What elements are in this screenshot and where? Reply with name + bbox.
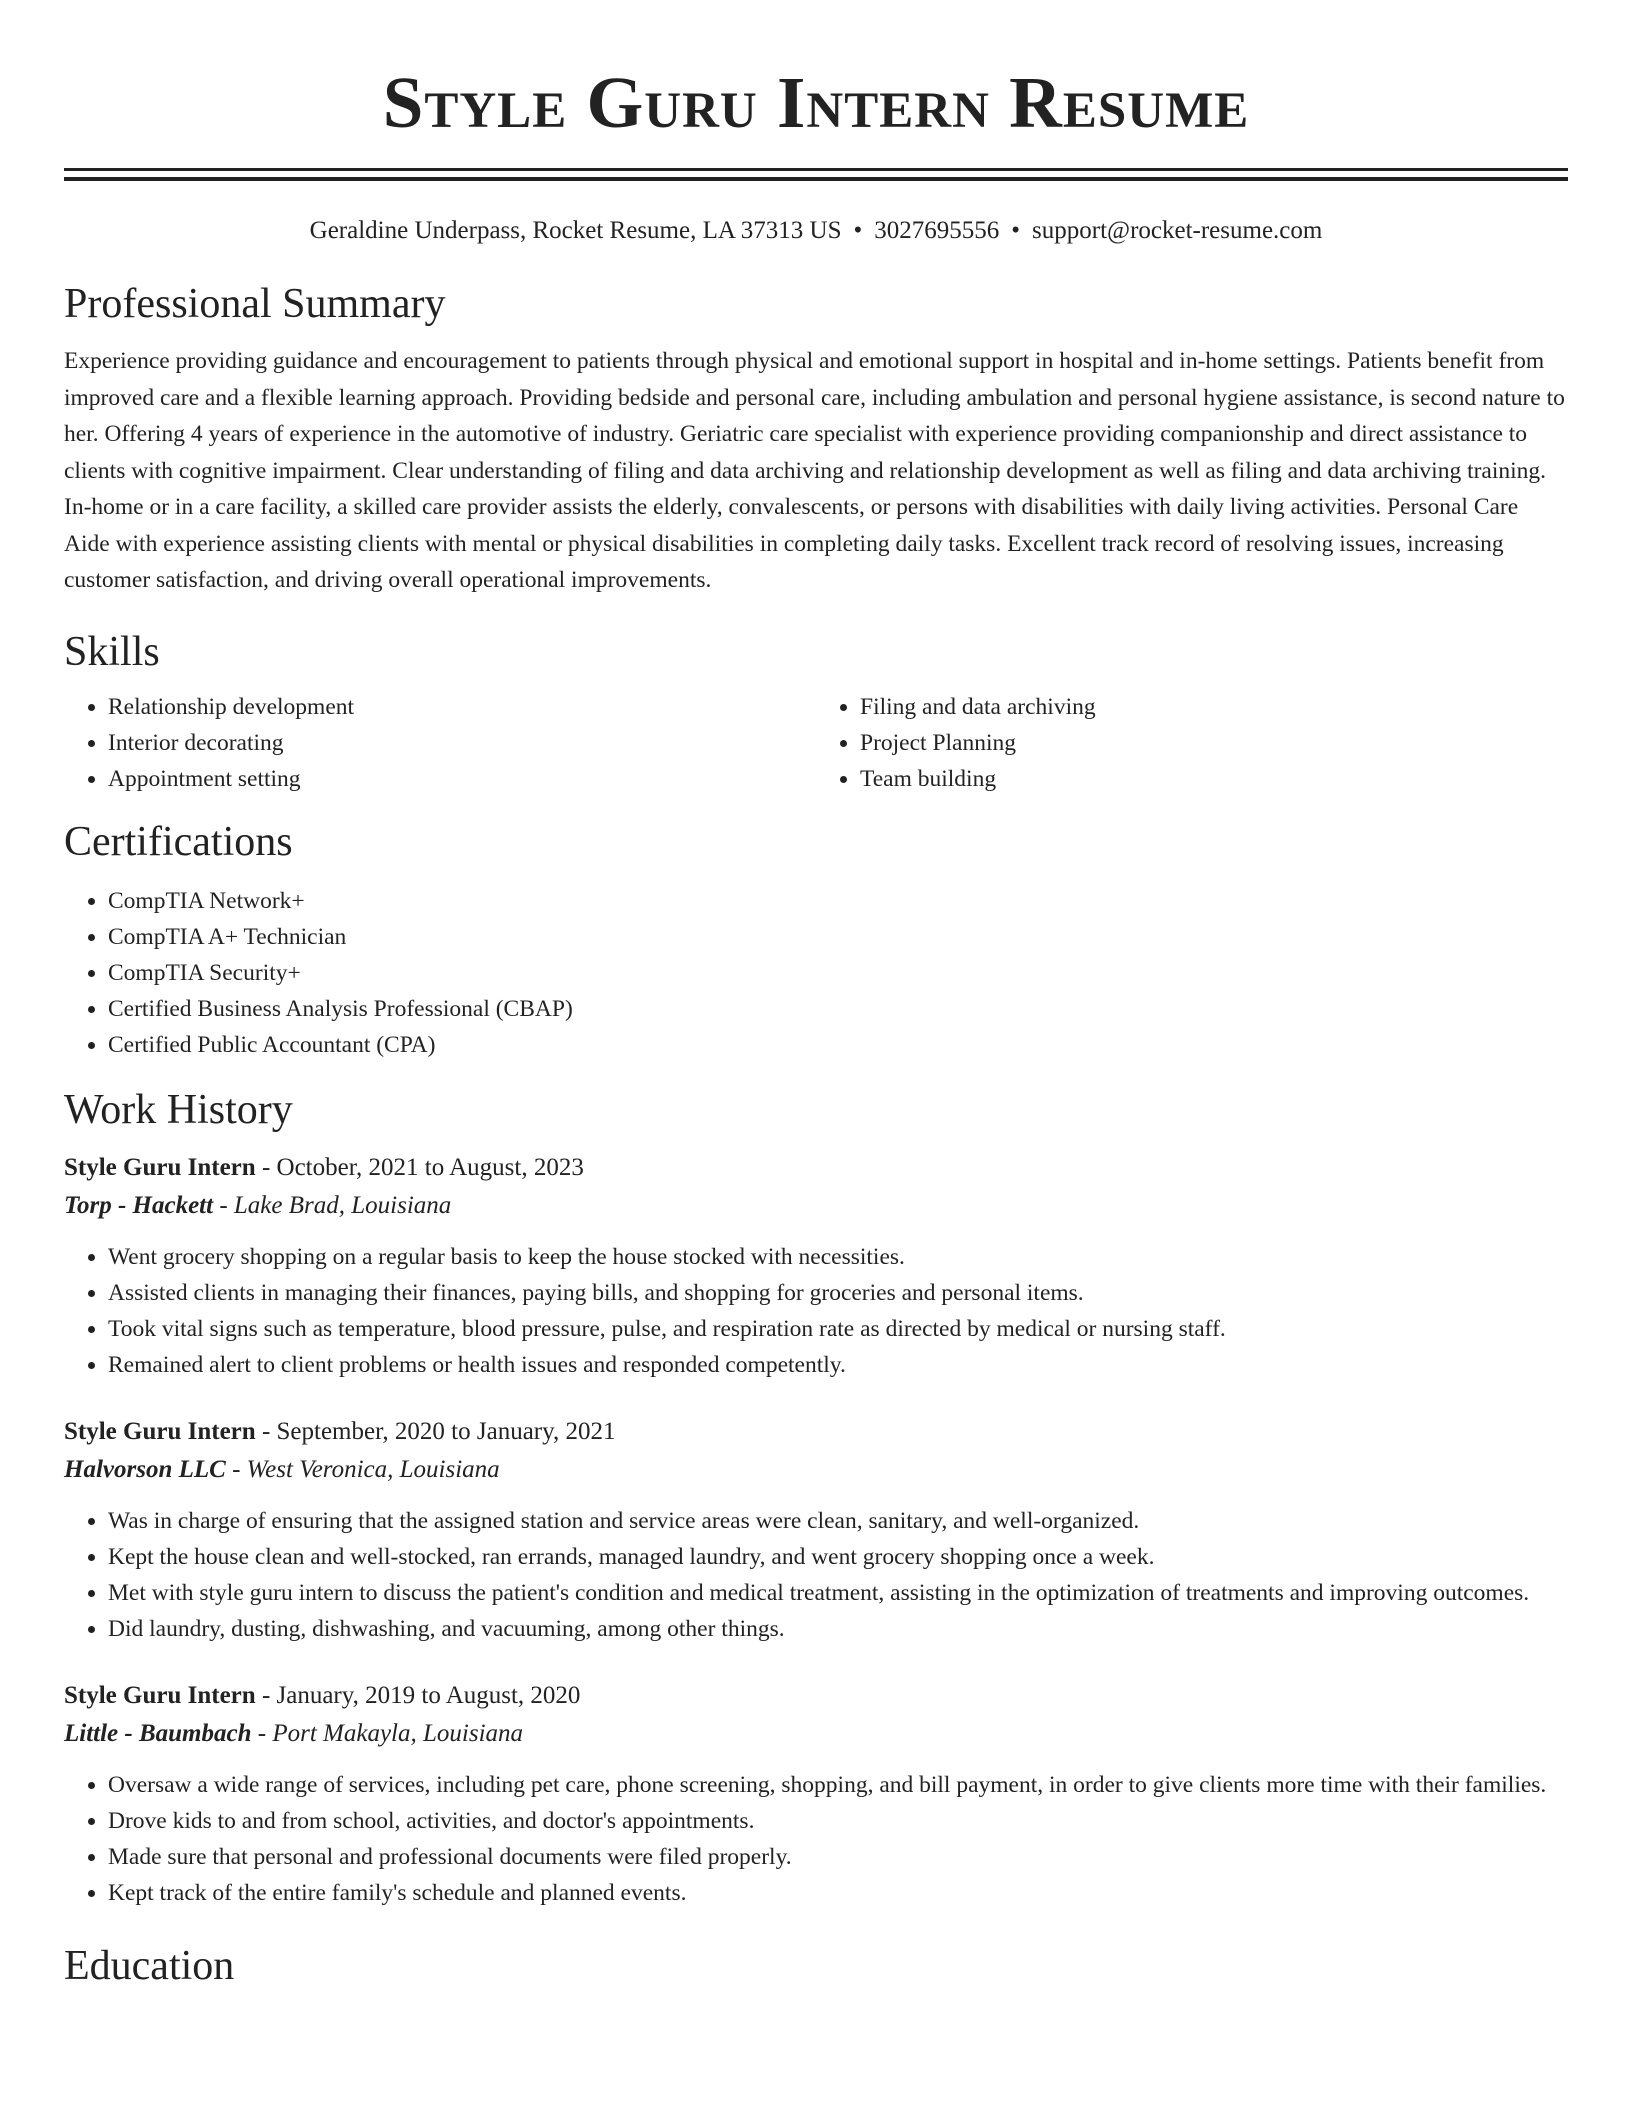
- job-bullet: • Kept the house clean and well-stocked, ran errands, managed laundry, and went grocery shopping once a week.: [108, 1539, 1568, 1575]
- job-company-line: [64, 1187, 1568, 1225]
- job-header: [64, 1413, 1568, 1451]
- job-dash: -: [255, 1681, 277, 1709]
- job-bullet: • Oversaw a wide range of services, including pet care, phone screening, shopping, and bill payment, in order to give clients more time with their families.: [108, 1767, 1568, 1803]
- job-bullet: • Drove kids to and from school, activities, and doctor's appointments.: [108, 1803, 1568, 1839]
- title-rule-thin: [64, 168, 1568, 171]
- job-location: West Veronica, Louisiana: [246, 1455, 500, 1483]
- skills-heading: Skills: [64, 628, 160, 675]
- contact-separator: •: [1011, 217, 1021, 244]
- job-bullet: • Went grocery shopping on a regular basis to keep the house stocked with necessities.: [108, 1239, 1568, 1275]
- job-role: Style Guru Intern: [64, 1681, 256, 1709]
- education-heading: Education: [64, 1942, 235, 1989]
- job-bullet: • Kept track of the entire family's schedule and planned events.: [108, 1875, 1568, 1911]
- certifications-list: [64, 883, 1568, 1063]
- summary-heading: Professional Summary: [64, 281, 446, 327]
- job-company: Halvorson LLC: [64, 1455, 226, 1483]
- job-dash: -: [213, 1191, 234, 1219]
- skill-item: • Relationship development: [108, 689, 816, 725]
- certification-item: • Certified Public Accountant (CPA): [108, 1027, 1568, 1063]
- skills-left-list: [64, 689, 816, 797]
- job-bullets: [64, 1503, 1568, 1647]
- certifications-heading: Certifications: [64, 818, 293, 865]
- job-dates: September, 2020 to January, 2021: [276, 1417, 616, 1445]
- job-location: Port Makayla, Louisiana: [272, 1719, 524, 1747]
- job-entry: [64, 1677, 1568, 1911]
- job-header: [64, 1677, 1568, 1715]
- job-dash: -: [255, 1417, 277, 1445]
- contact-address: Geraldine Underpass, Rocket Resume, LA 37313 US: [309, 217, 842, 244]
- job-dash: -: [255, 1153, 277, 1181]
- job-bullets: [64, 1239, 1568, 1383]
- job-role: Style Guru Intern: [64, 1153, 256, 1181]
- job-bullet: • Did laundry, dusting, dishwashing, and vacuuming, among other things.: [108, 1611, 1568, 1647]
- skill-item: • Project Planning: [860, 725, 1568, 761]
- job-dates: October, 2021 to August, 2023: [276, 1153, 584, 1181]
- job-entry: [64, 1413, 1568, 1647]
- job-bullets: [64, 1767, 1568, 1911]
- certification-item: • Certified Business Analysis Professional (CBAP): [108, 991, 1568, 1027]
- contact-email: support@rocket-resume.com: [1032, 217, 1323, 244]
- job-entry: [64, 1149, 1568, 1383]
- certification-item: • CompTIA A+ Technician: [108, 919, 1568, 955]
- title-rule-thick: [64, 177, 1568, 181]
- work-history-heading: Work History: [64, 1086, 293, 1133]
- job-role: Style Guru Intern: [64, 1417, 256, 1445]
- job-company: Little - Baumbach: [64, 1719, 252, 1747]
- skill-item: • Filing and data archiving: [860, 689, 1568, 725]
- job-dash: -: [251, 1719, 273, 1747]
- job-bullet: • Met with style guru intern to discuss the patient's condition and medical treatment, assisting in the optimization of treatments and improving outcomes.: [108, 1575, 1568, 1611]
- contact-phone: 3027695556: [874, 217, 1000, 244]
- job-dash: -: [225, 1455, 247, 1483]
- job-bullet: • Was in charge of ensuring that the assigned station and service areas were clean, sanitary, and well-organized.: [108, 1503, 1568, 1539]
- job-bullet: • Made sure that personal and professional documents were filed properly.: [108, 1839, 1568, 1875]
- contact-separator: •: [853, 217, 863, 244]
- skills-columns: [64, 689, 1568, 797]
- skill-item: • Interior decorating: [108, 725, 816, 761]
- job-bullet: • Remained alert to client problems or health issues and responded competently.: [108, 1347, 1568, 1383]
- skills-right-list: [816, 689, 1568, 797]
- skill-item: • Team building: [860, 761, 1568, 797]
- job-company-line: [64, 1451, 1568, 1489]
- job-dates: January, 2019 to August, 2020: [276, 1681, 581, 1709]
- certification-item: • CompTIA Security+: [108, 955, 1568, 991]
- job-location: Lake Brad, Louisiana: [233, 1191, 452, 1219]
- page-title: Style Guru Intern Resume: [382, 62, 1250, 143]
- contact-line: [64, 215, 1568, 247]
- skill-item: • Appointment setting: [108, 761, 816, 797]
- certification-item: • CompTIA Network+: [108, 883, 1568, 919]
- job-bullet: • Assisted clients in managing their finances, paying bills, and shopping for groceries and personal items.: [108, 1275, 1568, 1311]
- summary-text: Experience providing guidance and encouragement to patients through physical and emotional support in hospital and in-home settings. Patients benefit from improved care and a flexible learning approach. Providing bedside and personal care, including ambulation and personal hygiene assistance, is second nature to her. Offering 4 years of experience in the automotive of industry. Geriatric care specialist with experience providing companionship and direct assistance to clients with cognitive impairment. Clear understanding of filing and data archiving and relationship development as well as filing and data archiving training. In-home or in a care facility, a skilled care provider assists the elderly, convalescents, or persons with disabilities with daily living activities. Personal Care Aide with experience assisting clients with mental or physical disabilities in completing daily tasks. Excellent track record of resolving issues, increasing customer satisfaction, and driving overall operational improvements.: [64, 348, 1565, 593]
- job-company: Torp - Hackett: [64, 1191, 214, 1219]
- job-bullet: • Took vital signs such as temperature, blood pressure, pulse, and respiration rate as directed by medical or nursing staff.: [108, 1311, 1568, 1347]
- job-header: [64, 1149, 1568, 1187]
- job-company-line: [64, 1715, 1568, 1753]
